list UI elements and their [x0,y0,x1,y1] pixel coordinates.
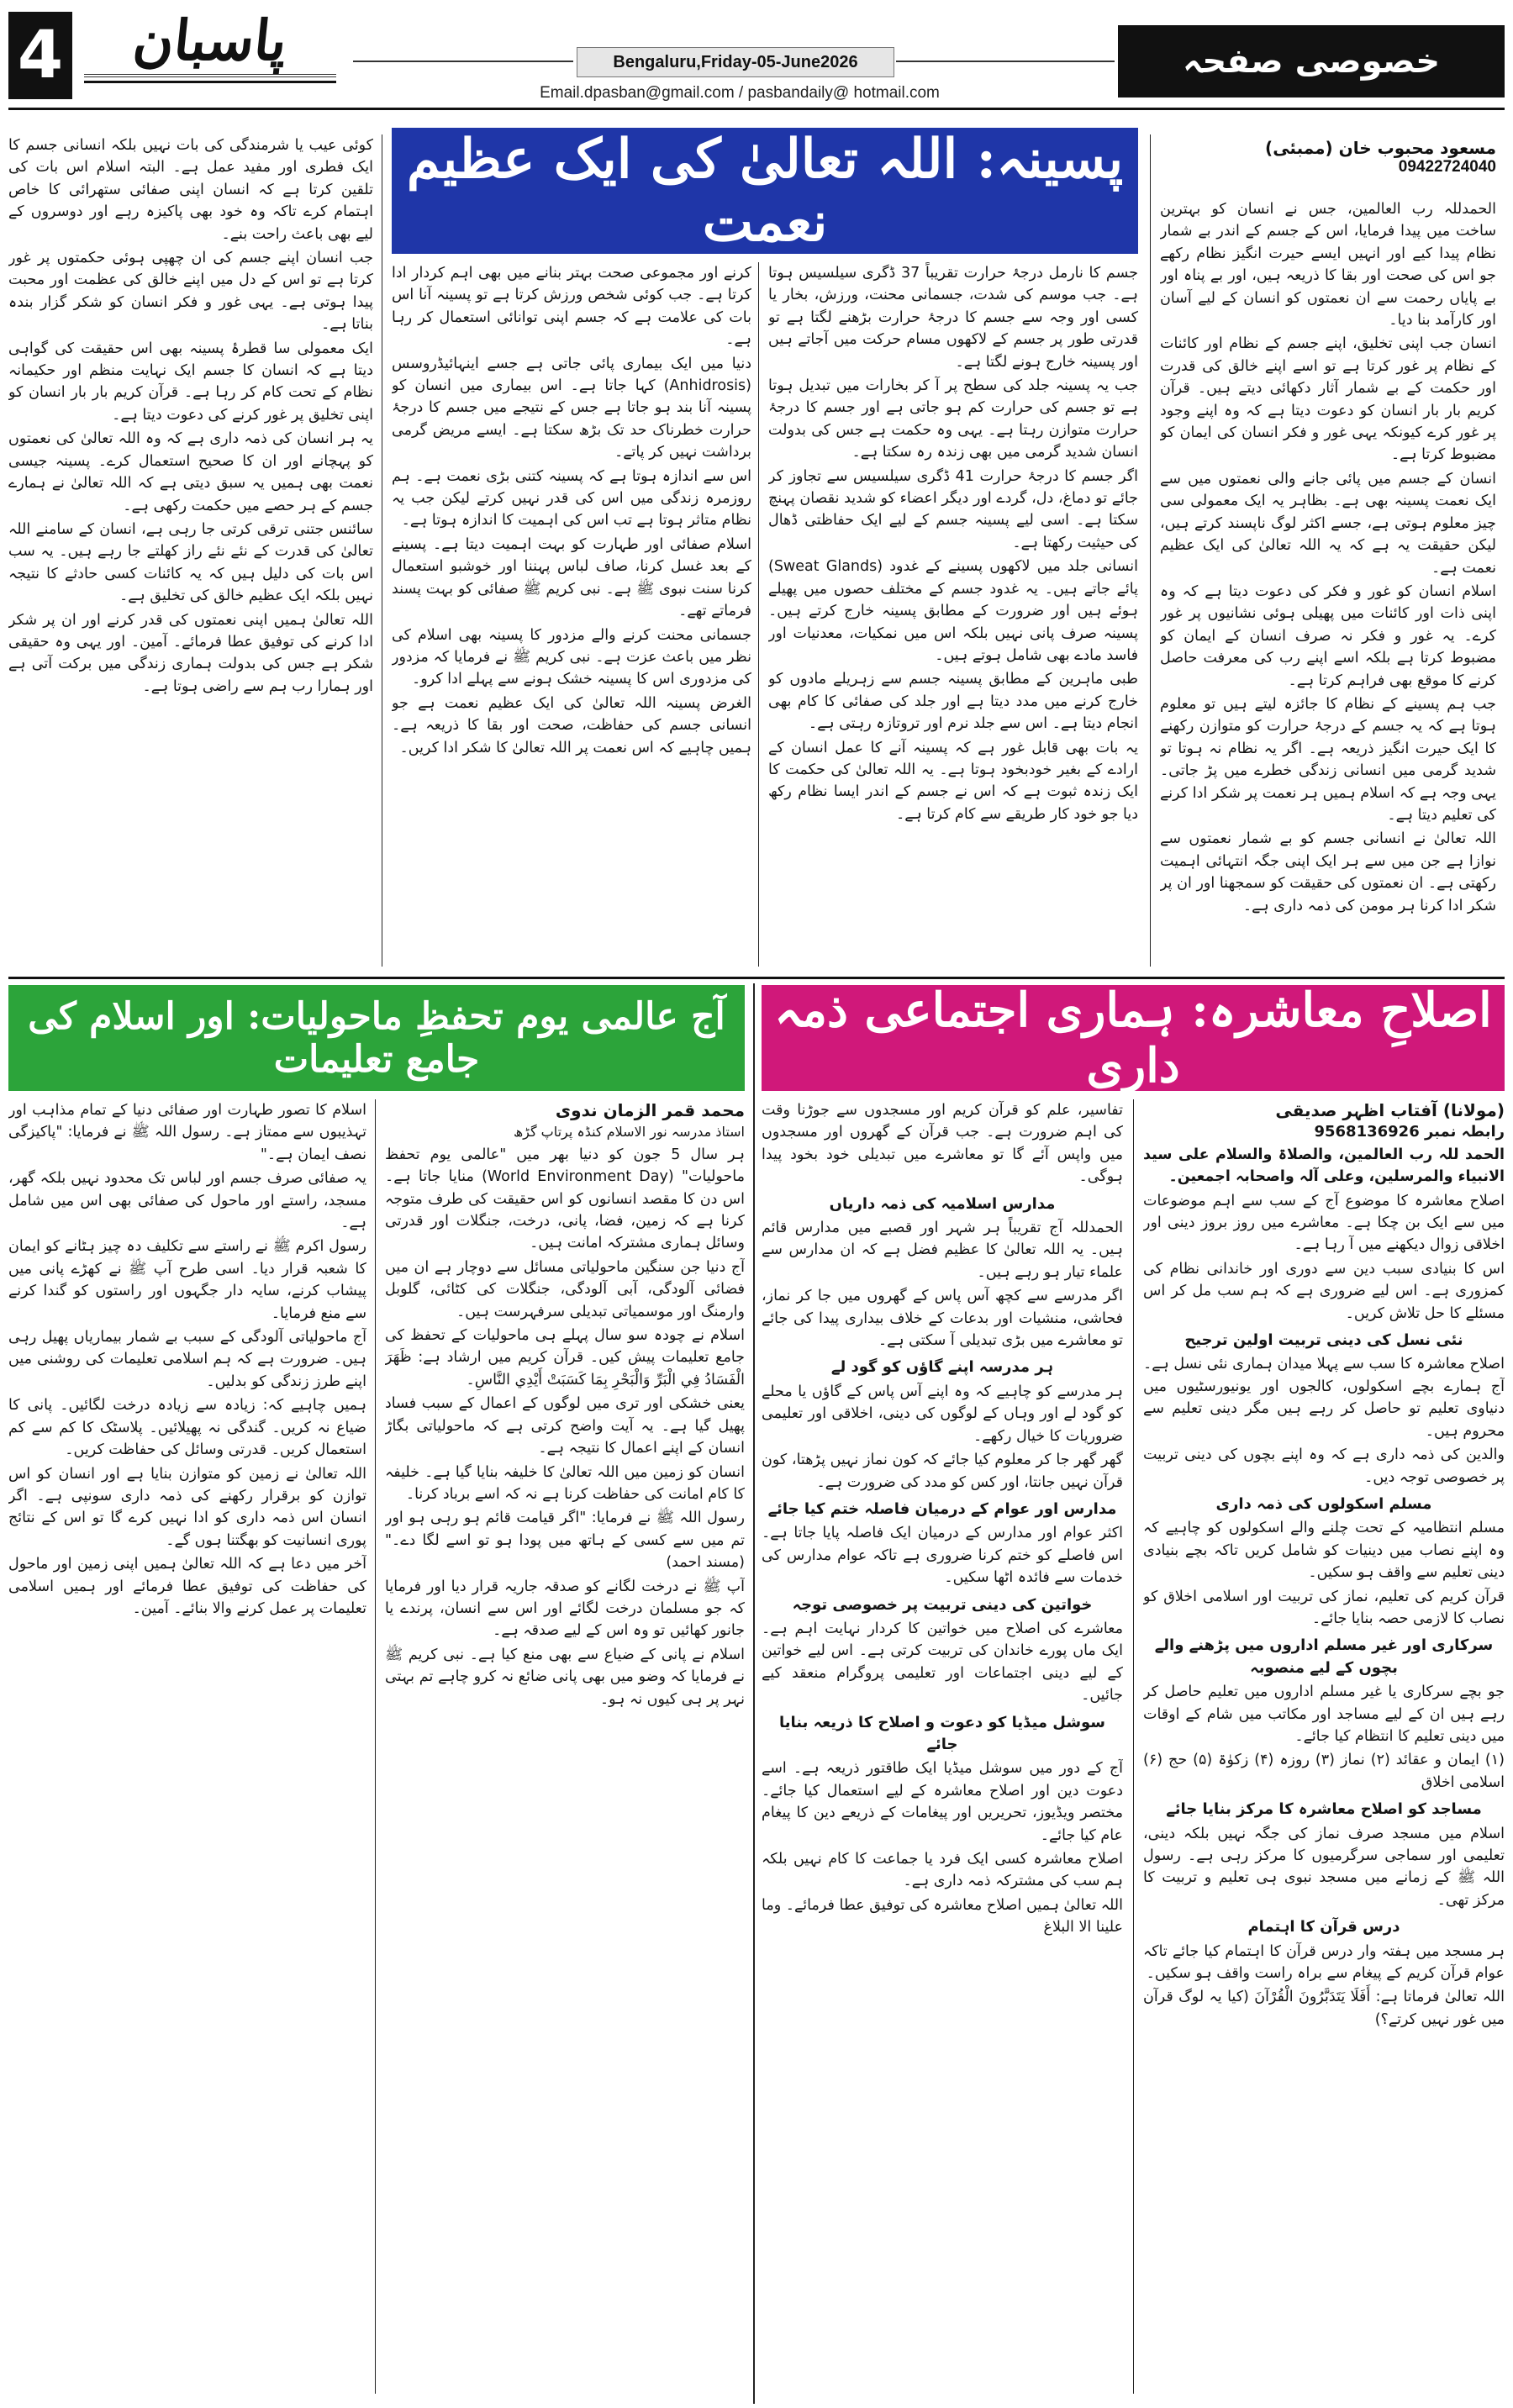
top-col-2 [768,262,1138,972]
masthead-bottom-rule [8,108,1505,110]
subheading: مدارس اسلامیہ کی ذمہ داریاں [829,1194,1056,1213]
logo-underline [84,81,336,83]
paragraph: اللہ تعالیٰ فرماتا ہے: أَفَلَا يَتَدَبَّرُونَ الْقُرْآنَ (کیا یہ لوگ قرآن میں غور نہیں کرتے؟) [1143,1989,1505,2028]
paragraph: کرنے اور مجموعی صحت بہتر بنانے میں بھی اہم کردار ادا کرتا ہے۔ جب کوئی شخص ورزش کرتا ہے تو پسینہ آنا اس بات کی علامت ہے کہ جسم اپنی توانائی استعمال کر رہا ہے۔ [392,265,751,349]
islah-title-banner [762,985,1505,1091]
paragraph: یہ ہر انسان کی ذمہ داری ہے کہ وہ اللہ تعالیٰ کی نعمتوں کو پہچانے اور ان کا صحیح استعمال کرے۔ پسینہ جیسی نعمت بھی ہمیں یہ سبق دیتی ہے کہ اللہ تعالیٰ نے ہمارے جسم کے ہر حصے میں حکمت رکھی ہے۔ [8,430,373,514]
paragraph: ایک معمولی سا قطرۂ پسینہ بھی اس حقیقت کی گواہی دیتا ہے کہ انسان کا جسم ایک نہایت منظم اور حکیمانہ نظام کے تحت کام کر رہا ہے۔ قرآن کریم بار بار انسان کو اپنی تخلیق پر غور کرنے کی دعوت دیتا ہے۔ [8,340,373,424]
paragraph: اللہ تعالیٰ ہمیں اصلاح معاشرہ کی توفیق عطا فرمائے۔ وما علینا الا البلاغ [762,1896,1123,1936]
paragraph: اللہ تعالیٰ نے زمین کو متوازن بنایا ہے اور انسان کو اس توازن کو برقرار رکھنے کی ذمہ داری سونپی ہے۔ اگر انسان اس ذمہ داری کو ادا نہیں کرے گا تو اس کے نتائج پوری انسانیت کو بھگتنا ہوں گے۔ [8,1465,366,1549]
paragraph: اسلام انسان کو غور و فکر کی دعوت دیتا ہے کہ وہ اپنی ذات اور کائنات میں پھیلی ہوئی نشانیوں پر غور کرے۔ یہ غور و فکر نہ صرف انسان کے ایمان کو مضبوط کرتا ہے بلکہ اسے اپنے رب کی معرفت حاصل کرنے کا موقع بھی فراہم کرتا ہے۔ [1160,582,1496,689]
paragraph: اسلام نے پانی کے ضیاع سے بھی منع کیا ہے۔ نبی کریم ﷺ نے فرمایا کہ وضو میں بھی پانی ضائع نہ کرو چاہے تم بہتی نہر پر ہی کیوں نہ ہو۔ [385,1646,745,1708]
bottom-left-article [8,985,745,2404]
paragraph: اس کا بنیادی سبب دین سے دوری اور خاندانی نظام کی کمزوری ہے۔ اس لیے ضروری ہے کہ ہم سب مل کر اس مسئلے کا حل تلاش کریں۔ [1143,1260,1505,1322]
paragraph: طبی ماہرین کے مطابق پسینہ جسم سے زہریلے مادوں کو خارج کرنے میں مدد دیتا ہے اور جلد کی صفائی کا کام بھی انجام دیتا ہے۔ اس سے جلد نرم اور تروتازہ رہتی ہے۔ [768,671,1138,733]
paragraph: جب انسان اپنے جسم کی ان چھپی ہوئی حکمتوں پر غور کرتا ہے تو اس کے دل میں اپنے خالق کی عظمت اور محبت پیدا ہوتی ہے۔ یہی غور و فکر انسان کو شکر گزار بندہ بناتا ہے۔ [8,250,373,334]
paragraph: انسان کو زمین میں اللہ تعالیٰ کا خلیفہ بنایا گیا ہے۔ خلیفہ کا کام امانت کی حفاظت کرنا ہے نہ کہ اسے برباد کرنا۔ [385,1463,745,1503]
top-col-1 [1160,198,1496,972]
subheading: سرکاری اور غیر مسلم اداروں میں پڑھنے والے بچوں کے لیے منصوبہ [1154,1636,1494,1677]
paragraph: انسانی جلد میں لاکھوں پسینے کے غدود (Sweat Glands) پائے جاتے ہیں۔ یہ غدود جسم کے مختلف حصوں میں پھیلے ہوئے ہیں اور ضرورت کے مطابق پسینہ خارج کرتے ہیں۔ پسینہ صرف پانی نہیں بلکہ اس میں نمکیات، معدنیات اور فاسد مادے بھی شامل ہوتے ہیں۔ [768,558,1138,664]
paragraph: اسلام نے چودہ سو سال پہلے ہی ماحولیات کے تحفظ کی جامع تعلیمات پیش کیں۔ قرآن کریم میں ارشاد ہے: ظَهَرَ الْفَسَادُ فِي الْبَرِّ وَالْبَحْرِ بِمَا كَسَبَتْ أَيْدِي النَّاسِ۔ [385,1327,745,1388]
subheading: درس قرآن کا اہتمام [1247,1918,1400,1936]
paragraph: جسمانی محنت کرنے والے مزدور کا پسینہ بھی اسلام کی نظر میں باعث عزت ہے۔ نبی کریم ﷺ نے فرمایا کہ مزدور کی مزدوری اس کا پسینہ خشک ہونے سے پہلے ادا کرو۔ [392,626,751,688]
paragraph: یہ بات بھی قابل غور ہے کہ پسینہ آنے کا عمل انسان کے ارادے کے بغیر خودبخود ہوتا ہے۔ یہ اللہ تعالیٰ کی حکمت کا ایک زندہ ثبوت ہے کہ اس نے جسم کے اندر ایسا نظام رکھ دیا جو خود کار طریقے سے کام کرتا ہے۔ [768,739,1138,823]
contact-emails: Email.dpasban@gmail.com / pasbandaily@ hotmail.com [540,84,940,102]
subheading: سوشل میڈیا کو دعوت و اصلاح کا ذریعہ بنایا جائے [778,1713,1106,1753]
paragraph: جسم کا نارمل درجۂ حرارت تقریباً 37 ڈگری سیلسیس ہوتا ہے۔ جب موسم کی شدت، جسمانی محنت، ورزش، بخار یا کسی اور وجہ سے جسم کا درجۂ حرارت بڑھنے لگتا ہے تو قدرتی طور پر جسم کے لاکھوں مسام حرکت میں آجاتے ہیں اور پسینہ خارج ہونے لگتا ہے۔ [768,265,1138,371]
paragraph: اصلاح معاشرہ کا سب سے پہلا میدان ہماری نئی نسل ہے۔ آج ہمارے بچے اسکولوں، کالجوں اور یونیورسٹیوں میں دنیاوی تعلیم تو حاصل کر رہے ہیں مگر دینی تعلیم سے محروم ہیں۔ [1143,1356,1505,1440]
paragraph: الحمدللہ آج تقریباً ہر شہر اور قصبے میں مدارس قائم ہیں۔ یہ اللہ تعالیٰ کا عظیم فضل ہے کہ ان مدارس سے علماء تیار ہو رہے ہیں۔ [762,1220,1123,1281]
environment-col-1 [385,1099,745,2400]
islah-col-2 [762,1099,1123,2400]
author-name: مسعود محبوب خان (ممبئی) [1265,138,1496,158]
column-rule [1150,134,1151,967]
paragraph: الغرض پسینہ اللہ تعالیٰ کی ایک عظیم نعمت ہے جو انسانی جسم کی حفاظت، صحت اور بقا کا ذریعہ ہے۔ ہمیں چاہیے کہ اس نعمت پر اللہ تعالیٰ کا شکر ادا کریں۔ [392,694,751,756]
paragraph: (۱) ایمان و عقائد (۲) نماز (۳) روزہ (۴) زکوٰۃ (۵) حج (۶) اسلامی اخلاق [1143,1752,1505,1791]
subheading: مدارس اور عوام کے درمیان فاصلہ ختم کیا جائے [767,1499,1117,1518]
islah-title: اصلاحِ معاشرہ: ہماری اجتماعی ذمہ داری [774,983,1492,1093]
environment-title-banner [8,985,745,1091]
environment-col-2 [8,1099,366,2400]
paragraph: اللہ تعالیٰ ہمیں اپنی نعمتوں کی قدر کرنے اور ان پر شکر ادا کرنے کی توفیق عطا فرمائے۔ آمین۔ اور یہی وہ حقیقی شکر ہے جس کی بدولت ہماری زندگی میں برکت آتی ہے اور ہمارا رب ہم سے راضی ہوتا ہے۔ [8,611,373,695]
paragraph: اکثر عوام اور مدارس کے درمیان ایک فاصلہ پایا جاتا ہے۔ اس فاصلے کو ختم کرنا ضروری ہے تاکہ عوام مدارس کی خدمات سے فائدہ اٹھا سکیں۔ [762,1525,1123,1587]
paragraph: مسلم انتظامیہ کے تحت چلنے والے اسکولوں کو چاہیے کہ وہ اپنے نصاب میں دینیات کو شامل کریں تاکہ بچے بنیادی دینی تعلیم سے واقف ہو سکیں۔ [1143,1520,1505,1582]
section-title: خصوصی صفحہ [1118,25,1505,97]
paragraph: آپ ﷺ نے درخت لگانے کو صدقہ جاریہ قرار دیا اور فرمایا کہ جو مسلمان درخت لگائے اور اس سے انسان، پرندے یا جانور کھائیں تو وہ اس کے لیے صدقہ ہے۔ [385,1578,745,1640]
paragraph: الحمدللہ رب العالمین، جس نے انسان کو بہترین ساخت میں پیدا فرمایا، اس کے جسم کے اندر بے شمار نظام پیدا کیے اور انہیں ایسے حیرت انگیز نظام رکھے جو اس کی صحت اور بقا کا ذریعہ ہیں، اور بے پناہ اور بے پایاں رحمت سے ان نعمتوں کو انسان کے لیے آسان اور کارآمد بنا دیا۔ [1160,201,1496,329]
subheading: ہر مدرسہ اپنے گاؤں کو گود لے [830,1358,1054,1377]
paragraph: انسان جب اپنی تخلیق، اپنے جسم کے نظام اور کائنات کے نظام پر غور کرتا ہے تو اسے اپنے خالق کی قدرت اور حکمت کے بے شمار آثار دکھائی دیتے ہیں۔ قرآن کریم بار بار انسان کو دعوت دیتا ہے کہ وہ اپنے وجود پر غور کرے کیونکہ یہی غور و فکر انسان کی ایمان کو مضبوط کرتا ہے۔ [1160,335,1496,464]
dateline-left-rule [353,61,573,62]
environment-title: آج عالمی یوم تحفظِ ماحولیات: اور اسلام کی جامع تعلیمات [28,995,725,1081]
paragraph: اگر مدرسے سے کچھ آس پاس کے گھروں میں جا کر نماز، فحاشی، منشیات اور بدعات کے خلاف بیداری پیدا کی جائے تو معاشرے میں بڑی تبدیلی آ سکتی ہے۔ [762,1288,1123,1350]
column-rule [758,262,759,967]
paragraph: آج کے دور میں سوشل میڈیا ایک طاقتور ذریعہ ہے۔ اسے دعوت دین اور اصلاح معاشرہ کے لیے استعمال کیا جائے۔ مختصر ویڈیوز، تحریریں اور پیغامات کے ذریعے دین کا پیغام عام کیا جائے۔ [762,1760,1123,1844]
paragraph: کوئی عیب یا شرمندگی کی بات نہیں بلکہ انسانی جسم کا ایک فطری اور مفید عمل ہے۔ البتہ اسلام اس بات کی تلقین کرتا ہے کہ انسان اپنی صفائی ستھرائی کا خاص اہتمام کرے تاکہ وہ خود بھی پاکیزہ رہے اور دوسروں کے لیے بھی باعث راحت بنے۔ [8,137,373,243]
paragraph: انسان کے جسم میں پائی جانے والی نعمتوں میں سے ایک نعمت پسینہ بھی ہے۔ بظاہر یہ ایک معمولی سی چیز معلوم ہوتی ہے، جسے اکثر لوگ ناپسند کرتے ہیں، لیکن حقیقت یہ ہے کہ یہ اللہ تعالیٰ کی ایک عظیم نعمت ہے۔ [1160,470,1496,577]
paragraph: دنیا میں ایک بیماری پائی جاتی ہے جسے اینہائیڈروسس (Anhidrosis) کہا جاتا ہے۔ اس بیماری میں انسان کو پسینہ آنا بند ہو جاتا ہے جس کے نتیجے میں جسم کا درجۂ حرارت خطرناک حد تک بڑھ سکتا ہے۔ ایسے مریض گرمی برداشت نہیں کر پاتے۔ [392,355,751,461]
islah-col-1 [1143,1099,1505,2400]
paragraph: معاشرے کی اصلاح میں خواتین کا کردار نہایت اہم ہے۔ ایک ماں پورے خاندان کی تربیت کرتی ہے۔ اس لیے خواتین کے لیے دینی اجتماعات اور تعلیمی پروگرام منعقد کیے جائیں۔ [762,1620,1123,1705]
paragraph: یعنی خشکی اور تری میں لوگوں کے اعمال کے سبب فساد پھیل گیا ہے۔ یہ آیت واضح کرتی ہے کہ ماحولیاتی بگاڑ انسان کے اپنے اعمال کا نتیجہ ہے۔ [385,1395,745,1457]
paragraph: اصلاح معاشرہ کسی ایک فرد یا جماعت کا کام نہیں بلکہ ہم سب کی مشترکہ ذمہ داری ہے۔ [762,1851,1123,1890]
islah-phone: رابطہ نمبر 9568136926 [1314,1123,1505,1141]
paragraph: ہر مسجد میں ہفتہ وار درس قرآن کا اہتمام کیا جائے تاکہ عوام قرآن کریم کے پیغام سے براہ راست واقف ہو سکیں۔ [1143,1942,1505,1983]
paragraph: آج ماحولیاتی آلودگی کے سبب بے شمار بیماریاں پھیل رہی ہیں۔ ضرورت ہے کہ ہم اسلامی تعلیمات کی روشنی میں اپنے طرز زندگی کو بدلیں۔ [8,1329,366,1390]
column-rule [1133,1099,1134,2394]
environment-author-sub: استاذ مدرسہ نور الاسلام کنڈہ پرتاپ گڑھ [513,1124,745,1141]
subheading: مساجد کو اصلاح معاشرہ کا مرکز بنایا جائے [1166,1800,1482,1819]
paragraph: جو بچے سرکاری یا غیر مسلم اداروں میں تعلیم حاصل کر رہے ہیں ان کے لیے مساجد اور مکاتب میں شام کے اوقات میں دینی تعلیم کا انتظام کیا جائے۔ [1143,1683,1505,1745]
bottom-right-article [762,985,1505,2404]
paragraph: اس سے اندازہ ہوتا ہے کہ پسینہ کتنی بڑی نعمت ہے۔ ہم روزمرہ زندگی میں اس کی قدر نہیں کرتے لیکن جب یہ نظام متاثر ہوتا ہے تب اس کی اہمیت کا اندازہ ہوتا ہے۔ [392,467,751,530]
paragraph: قرآن کریم کی تعلیم، نماز کی تربیت اور اسلامی اخلاق کو نصاب کا لازمی حصہ بنایا جائے۔ [1143,1588,1505,1627]
paragraph: الحمد للہ رب العالمین، والصلاۃ والسلام علی سید الانبیاء والمرسلین، وعلی آلہ واصحابہ اجمعین۔ [1143,1146,1505,1186]
dateline: Bengaluru,Friday-05-June2026 [577,47,894,77]
section-divider [8,977,1505,979]
paragraph: اصلاح معاشرہ کا موضوع آج کے سب سے اہم موضوعات میں سے ایک بن چکا ہے۔ معاشرے میں روز بروز دینی اور اخلاقی زوال دیکھنے میں آ رہا ہے۔ [1143,1192,1505,1254]
author-phone: 09422724040 [1398,158,1496,176]
top-col-4 [8,134,373,972]
top-author [1160,138,1496,177]
paragraph: اللہ تعالیٰ نے انسانی جسم کو بے شمار نعمتوں سے نوازا ہے جن میں سے ہر ایک اپنی جگہ انتہائی اہمیت رکھتی ہے۔ ان نعمتوں کی حقیقت کو سمجھنا اور ان پر شکر ادا کرنا ہر مومن کی ذمہ داری ہے۔ [1160,830,1496,914]
paragraph: والدین کی ذمہ داری ہے کہ وہ اپنے بچوں کی دینی تربیت پر خصوصی توجہ دیں۔ [1143,1446,1505,1486]
paragraph: ہمیں چاہیے کہ: زیادہ سے زیادہ درخت لگائیں۔ پانی کا ضیاع نہ کریں۔ گندگی نہ پھیلائیں۔ پلاسٹک کا کم سے کم استعمال کریں۔ قدرتی وسائل کی حفاظت کریں۔ [8,1397,366,1459]
top-article [8,118,1505,975]
paragraph: جب یہ پسینہ جلد کی سطح پر آ کر بخارات میں تبدیل ہوتا ہے تو جسم کی حرارت کم ہو جاتی ہے اور جسم کا درجۂ حرارت متوازن رہتا ہے۔ یہی وہ حکمت ہے جس کی بدولت انسان شدید گرمی میں بھی زندہ رہ سکتا ہے۔ [768,377,1138,461]
paragraph: ہر مدرسے کو چاہیے کہ وہ اپنے آس پاس کے گاؤں یا محلے کو گود لے اور وہاں کے لوگوں کی دینی، اخلاقی اور تعلیمی ضروریات کا خیال رکھے۔ [762,1383,1123,1445]
paragraph: رسول اکرم ﷺ نے راستے سے تکلیف دہ چیز ہٹانے کو ایمان کا شعبہ قرار دیا۔ اسی طرح آپ ﷺ نے کھڑے پانی میں پیشاب کرنے، سایہ دار جگہوں اور راستوں کو گندا کرنے سے منع فرمایا۔ [8,1238,366,1322]
subheading: نئی نسل کی دینی تربیت اولین ترجیح [1184,1331,1463,1350]
paragraph: تفاسیر، علم کو قرآن کریم اور مسجدوں سے جوڑنا وقت کی اہم ضرورت ہے۔ جب قرآن کے گھروں اور مسجدوں میں واپس آئے گا تو معاشرے میں تبدیلی خود بخود پیدا ہوگی۔ [762,1102,1123,1186]
subheading: خواتین کی دینی تربیت پر خصوصی توجہ [792,1595,1093,1614]
paragraph: آخر میں دعا ہے کہ اللہ تعالیٰ ہمیں اپنی زمین اور ماحول کی حفاظت کی توفیق عطا فرمائے اور ہمیں اسلامی تعلیمات پر عمل کرنے والا بنائے۔ آمین۔ [8,1556,366,1617]
paragraph: گھر گھر جا کر معلوم کیا جائے کہ کون نماز نہیں پڑھتا، کون قرآن نہیں جانتا، اور کس کو مدد کی ضرورت ہے۔ [762,1452,1123,1491]
paragraph: یہ صفائی صرف جسم اور لباس تک محدود نہیں بلکہ گھر، مسجد، راستے اور ماحول کی صفائی بھی اس میں شامل ہے۔ [8,1170,366,1232]
page-number: 4 [8,12,72,99]
column-rule [375,1099,376,2394]
dateline-right-rule [896,61,1115,62]
vertical-divider [753,983,755,2404]
paragraph: اسلام میں مسجد صرف نماز کی جگہ نہیں بلکہ دینی، تعلیمی اور سماجی سرگرمیوں کا مرکز رہی ہے۔ رسول اللہ ﷺ کے زمانے میں مسجد نبوی ہی تعلیم و تربیت کا مرکز تھی۔ [1143,1825,1505,1909]
paragraph: آج دنیا جن سنگین ماحولیاتی مسائل سے دوچار ہے ان میں فضائی آلودگی، آبی آلودگی، جنگلات کی کٹائی، گلوبل وارمنگ اور موسمیاتی تبدیلی سرفہرست ہیں۔ [385,1258,745,1320]
paragraph: اسلام کا تصور طہارت اور صفائی دنیا کے تمام مذاہب اور تہذیبوں سے ممتاز ہے۔ رسول اللہ ﷺ نے فرمایا: "پاکیزگی نصف ایمان ہے۔" [8,1102,366,1163]
paragraph: جب ہم پسینے کے نظام کا جائزہ لیتے ہیں تو معلوم ہوتا ہے کہ یہ جسم کے درجۂ حرارت کو متوازن رکھنے کا ایک حیرت انگیز ذریعہ ہے۔ اگر یہ نظام نہ ہوتا تو شدید گرمی میں انسانی زندگی خطرے میں پڑ جاتی۔ یہی وجہ ہے کہ اسلام ہمیں ہر نعمت پر شکر ادا کرنے کی تعلیم دیتا ہے۔ [1160,695,1496,824]
top-title-banner [392,128,1138,254]
paragraph: اگر جسم کا درجۂ حرارت 41 ڈگری سیلسیس سے تجاوز کر جائے تو دماغ، دل، گردے اور دیگر اعضاء کو شدید نقصان پہنچ سکتا ہے۔ اسی لیے پسینہ جسم کے لیے ایک حفاظتی ڈھال کی حیثیت رکھتا ہے۔ [768,467,1138,551]
logo-text: پاسبان [129,8,291,73]
top-col-3 [392,262,751,972]
paragraph: رسول اللہ ﷺ نے فرمایا: "اگر قیامت قائم ہو رہی ہو اور تم میں سے کسی کے ہاتھ میں پودا ہو تو اسے لگا دے۔" (مسند احمد) [385,1510,745,1572]
newspaper-logo [84,7,336,77]
paragraph: سائنس جتنی ترقی کرتی جا رہی ہے، انسان کے سامنے اللہ تعالیٰ کی قدرت کے نئے نئے راز کھلتے جا رہے ہیں۔ یہ سب اس بات کی دلیل ہیں کہ یہ کائنات کسی حادثے کا نتیجہ نہیں بلکہ ایک عظیم خالق کی تخلیق ہے۔ [8,520,373,605]
top-title: پسینہ: اللہ تعالیٰ کی ایک عظیم نعمت [406,128,1124,254]
masthead [0,0,1513,109]
paragraph: اسلام صفائی اور طہارت کو بہت اہمیت دیتا ہے۔ پسینے کے بعد غسل کرنا، صاف لباس پہننا اور خوشبو استعمال کرنا سنت نبوی ﷺ ہے۔ نبی کریم ﷺ صفائی کو بہت پسند فرماتے تھے۔ [392,535,751,620]
subheading: مسلم اسکولوں کی ذمہ داری [1215,1494,1432,1513]
environment-author: محمد قمر الزمان ندوی [555,1100,745,1120]
paragraph: ہر سال 5 جون کو دنیا بھر میں "عالمی یوم تحفظ ماحولیات" (World Environment Day) منایا جاتا ہے۔ اس دن کا مقصد انسانوں کو اس حقیقت کی طرف متوجہ کرنا ہے کہ زمین، فضا، پانی، درخت، جنگلات اور قدرتی وسائل ہماری مشترکہ امانت ہیں۔ [385,1146,745,1252]
islah-author: (مولانا) آفتاب اظہر صدیقی [1275,1100,1505,1120]
